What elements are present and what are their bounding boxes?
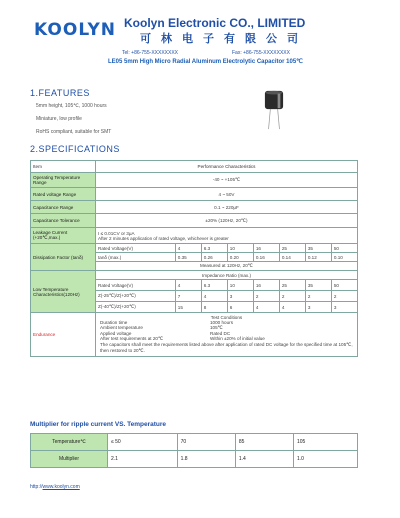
mult-m-3: 1.0 xyxy=(293,451,357,468)
df-h-1: 4 xyxy=(175,244,201,253)
company-name-cn: 可林电子有限公司 xyxy=(140,33,308,45)
spec-header-row xyxy=(31,161,358,173)
row-endurance xyxy=(31,313,358,357)
end-l2-v: 105℃ xyxy=(210,325,223,330)
fax-text: Fax: +86-755-XXXXXXXX xyxy=(232,50,290,56)
df-h-3: 10 xyxy=(227,244,253,253)
spec-heading: 2.SPECIFICATIONS xyxy=(30,144,120,154)
multiplier-table xyxy=(30,433,358,468)
mult-multiplier-label: Multiplier xyxy=(31,451,108,468)
lt-r2-6: 3 xyxy=(305,302,331,313)
endurance-content xyxy=(96,313,358,357)
end-l4-v: Within ±20% of initial value xyxy=(210,336,265,341)
op-temp-value: -40 ~ +105℃ xyxy=(96,173,358,188)
endurance-label: Endurance xyxy=(31,313,96,357)
lt-r1-2: 4 xyxy=(201,291,227,302)
end-l3-k: Applied voltage xyxy=(100,331,132,336)
lt-r2-4: 4 xyxy=(253,302,279,313)
leakage-value xyxy=(96,228,358,244)
lt-r2-5: 4 xyxy=(279,302,305,313)
op-temp-label: Operating Temperature Range xyxy=(31,173,96,188)
mult-t-1: 70 xyxy=(177,434,235,451)
end-l1-v: 1000 hours xyxy=(210,320,233,325)
spec-table xyxy=(30,160,358,357)
mult-value-row xyxy=(31,451,358,468)
lt-h-1: 4 xyxy=(175,280,201,291)
company-name: Koolyn Electronic CO., LIMITED xyxy=(124,16,306,30)
df-note: Measured at 120Hz, 20℃ xyxy=(96,262,358,271)
lt-h-7: 50 xyxy=(331,280,357,291)
lt-r1-3: 3 xyxy=(227,291,253,302)
end-l1-k: Duration time xyxy=(100,320,128,325)
cap-range-value: 0.1 ~ 220μF xyxy=(96,201,358,214)
row-cap-tol xyxy=(31,214,358,228)
lt-r1-5: 2 xyxy=(279,291,305,302)
mult-t-0: ≤ 50 xyxy=(108,434,178,451)
company-logo xyxy=(34,20,116,40)
feature-item-3: RoHS compliant, suitable for SMT xyxy=(36,129,112,135)
mult-m-2: 1.4 xyxy=(235,451,293,468)
df-v-5: 0.14 xyxy=(279,253,305,262)
cap-range-label: Capacitance Range xyxy=(31,201,96,214)
mult-t-2: 85 xyxy=(235,434,293,451)
feature-item-2: Miniature, low profile xyxy=(36,116,82,122)
rated-v-label: Rated voltage Range xyxy=(31,188,96,201)
row-cap-range xyxy=(31,201,358,214)
df-v-6: 0.12 xyxy=(305,253,331,262)
lt-r2-2: 8 xyxy=(201,302,227,313)
lt-h-2: 6.3 xyxy=(201,280,227,291)
endurance-head: Test Conditions xyxy=(210,315,243,320)
lowtemp-subhead: Impedance Ratio (max.) xyxy=(96,271,358,280)
leakage-line-1: I ≤ 0.01CV or 3μA xyxy=(98,230,135,236)
df-h-0: Rated Voltage(V) xyxy=(96,244,176,253)
series-code: LE05 xyxy=(108,59,123,65)
series-title: 5mm High Micro Radial Aluminum Electrolytic Capacitor 105℃ xyxy=(124,59,303,65)
mult-m-1: 1.8 xyxy=(177,451,235,468)
df-header-row xyxy=(31,244,358,253)
df-h-5: 25 xyxy=(279,244,305,253)
lt-h-4: 16 xyxy=(253,280,279,291)
col-perf: Performance Characteristics xyxy=(96,161,358,173)
df-h-2: 6.3 xyxy=(201,244,227,253)
lt-h-6: 35 xyxy=(305,280,331,291)
lt-h-0: Rated Voltage(V) xyxy=(96,280,176,291)
df-v-7: 0.10 xyxy=(331,253,357,262)
leakage-label: Leakage Current (+20℃,max.) xyxy=(31,228,96,244)
capacitor-image xyxy=(264,90,284,130)
col-item: Item xyxy=(31,161,96,173)
leakage-line-2: After 2 minutes application of rated voltage, whichever is greater xyxy=(98,235,229,241)
rated-v-value: 4 ~ 50V xyxy=(96,188,358,201)
cap-tol-value: ±20% (120Hz, 20℃) xyxy=(96,214,358,228)
tel-text: Tel: +86-755-XXXXXXXX xyxy=(122,50,179,56)
df-label: Dissipation Factor (tanδ) xyxy=(31,244,96,271)
end-l3-v: Rated DC xyxy=(210,331,231,336)
df-v-0: tanδ (max.) xyxy=(96,253,176,262)
lt-r2-3: 6 xyxy=(227,302,253,313)
lt-h-3: 10 xyxy=(227,280,253,291)
logo-text: KOOLYN xyxy=(34,20,117,40)
lt-r1-0: Z(-25℃)/Z(+20℃) xyxy=(96,291,176,302)
end-l2-k: Ambient temperature xyxy=(100,325,143,330)
lt-r2-7: 3 xyxy=(331,302,357,313)
df-h-4: 16 xyxy=(253,244,279,253)
lt-r1-7: 2 xyxy=(331,291,357,302)
df-v-3: 0.20 xyxy=(227,253,253,262)
lt-r2-0: Z(-40℃)/Z(+20℃) xyxy=(96,302,176,313)
lt-subhead-row xyxy=(31,271,358,280)
website-link[interactable] xyxy=(30,484,80,490)
df-v-4: 0.16 xyxy=(253,253,279,262)
row-rated-v xyxy=(31,188,358,201)
end-l4-k: After test requirements at 20℃ xyxy=(100,336,164,341)
cap-tol-label: Capacitance Tolerance xyxy=(31,214,96,228)
mult-temp-label: Temperature℃ xyxy=(31,434,108,451)
endurance-footer: The capacitors shall meet the requirements listed above after application of rated DC voltage for the specified time at 105℃, then restored to 20℃. xyxy=(100,342,353,353)
lt-r1-4: 2 xyxy=(253,291,279,302)
features-heading: 1.FEATURES xyxy=(30,88,90,98)
row-leakage xyxy=(31,228,358,244)
url-prefix: http:// xyxy=(30,484,43,490)
df-h-7: 50 xyxy=(331,244,357,253)
df-v-2: 0.26 xyxy=(201,253,227,262)
df-v-1: 0.35 xyxy=(175,253,201,262)
lt-h-5: 25 xyxy=(279,280,305,291)
df-h-6: 35 xyxy=(305,244,331,253)
lt-r2-1: 15 xyxy=(175,302,201,313)
feature-item-1: 5mm height, 105℃, 1000 hours xyxy=(36,103,107,109)
lowtemp-label: Low Temperature Characteristics(120Hz) xyxy=(31,271,96,313)
lt-r1-1: 7 xyxy=(175,291,201,302)
lt-r1-6: 2 xyxy=(305,291,331,302)
series-title-line xyxy=(108,58,303,65)
multiplier-title: Multiplier for ripple current VS. Temperature xyxy=(30,421,167,428)
mult-m-0: 2.1 xyxy=(108,451,178,468)
url-domain: www.koolyn.com xyxy=(42,484,80,490)
mult-t-3: 105 xyxy=(293,434,357,451)
row-op-temp xyxy=(31,173,358,188)
mult-temp-row xyxy=(31,434,358,451)
